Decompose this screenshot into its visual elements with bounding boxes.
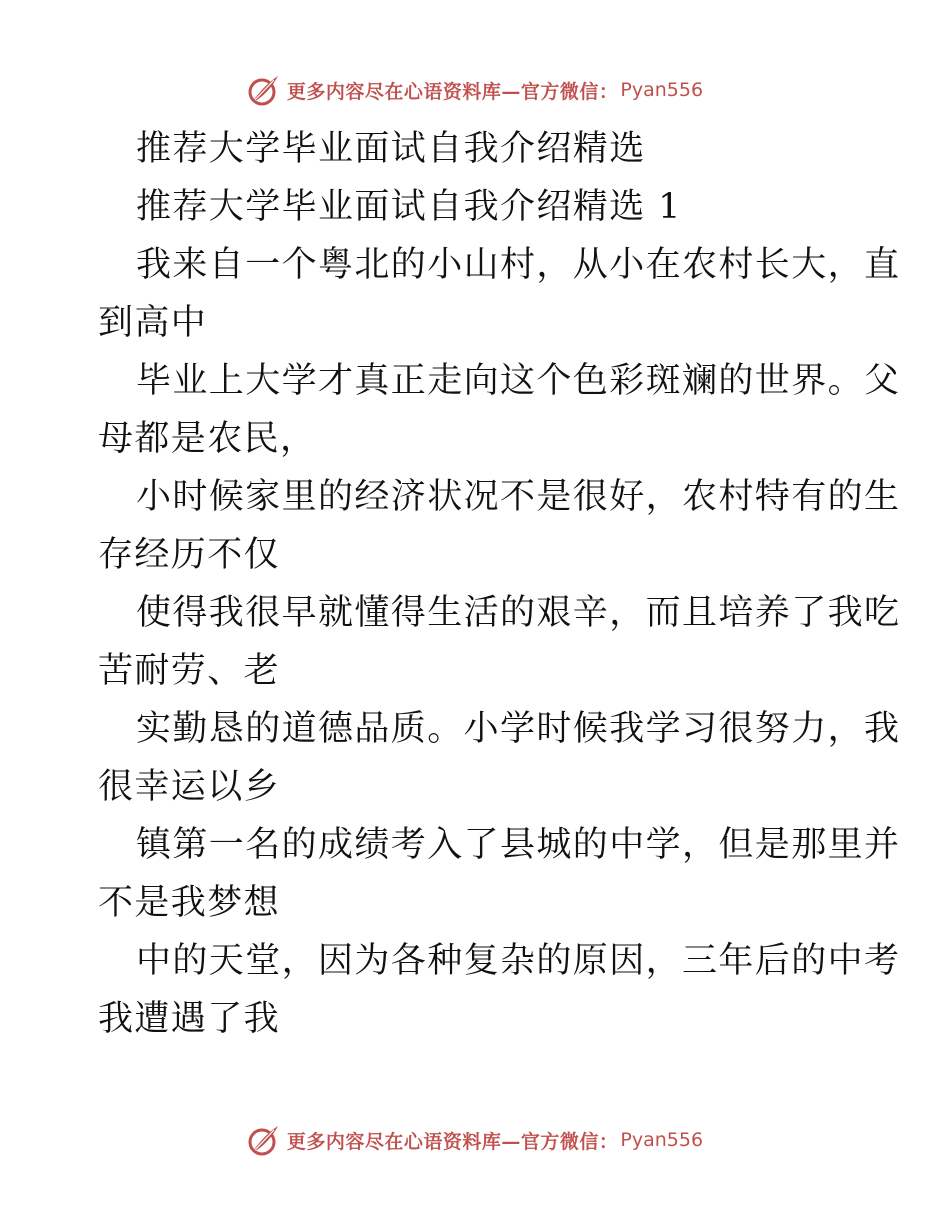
paragraph-line: 不是我梦想 [98,883,281,923]
paragraph [98,932,901,1048]
section-heading: 推荐大学毕业面试自我介绍精选 1 [136,187,682,227]
paragraph [98,352,901,468]
paragraph-line: 实勤恳的道德品质。小学时候我学习很努力，我 [136,709,901,749]
paragraph-line: 中的天堂，因为各种复杂的原因，三年后的中考 [136,941,901,981]
header-banner [0,70,950,110]
paragraph [98,584,901,700]
quill-pen-logo-icon [247,1123,281,1157]
header-banner-text: 更多内容尽在心语资料库—官方微信： [286,80,619,103]
paragraph-line: 存经历不仅 [98,535,281,575]
footer-banner-text: 更多内容尽在心语资料库—官方微信： [286,1130,619,1153]
paragraph-line: 镇第一名的成绩考入了县城的中学，但是那里并 [136,825,901,865]
paragraph-line: 苦耐劳、老 [98,651,281,691]
paragraph [98,236,901,352]
document-body [98,120,901,1048]
paragraph-line: 小时候家里的经济状况不是很好，农村特有的生 [136,477,901,517]
paragraph-line: 母都是农民， [98,419,317,459]
footer-wechat-id: Pyan556 [620,1129,704,1151]
paragraph [98,816,901,932]
header-wechat-id: Pyan556 [620,79,704,101]
paragraph-line: 毕业上大学才真正走向这个色彩斑斓的世界。父 [136,361,901,401]
quill-pen-logo-icon [247,73,281,107]
paragraph-line: 到高中 [98,303,208,343]
paragraph [98,468,901,584]
paragraph-line: 我来自一个粤北的小山村，从小在农村长大，直 [136,245,901,285]
footer-banner [0,1120,950,1160]
document-title: 推荐大学毕业面试自我介绍精选 [136,129,646,169]
paragraph-line: 使得我很早就懂得生活的艰辛，而且培养了我吃 [136,593,901,633]
paragraph-line: 我遭遇了我 [98,999,281,1039]
paragraph [98,700,901,816]
paragraph-line: 很幸运以乡 [98,767,281,807]
